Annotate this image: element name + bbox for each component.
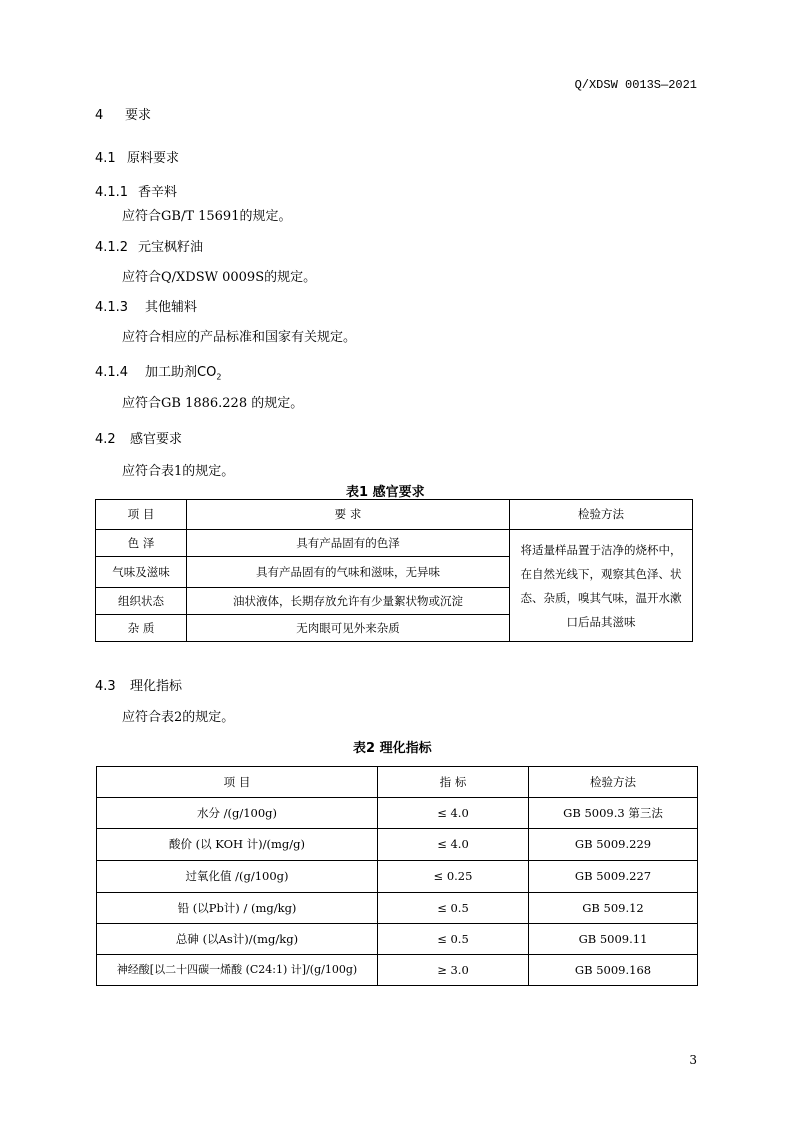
physicochemical-indicators-table <box>96 766 698 986</box>
section-number: 4.2 <box>95 432 116 447</box>
table-header-cell: 指 标 <box>378 767 529 798</box>
section-text-4-1-3: 应符合相应的产品标准和国家有关规定。 <box>122 330 357 345</box>
table-row <box>97 924 698 955</box>
section-number: 4.1.4 <box>95 365 129 380</box>
table-cell-item: 过氧化值 /(g/100g) <box>97 861 378 893</box>
standard-code: Q/XDSW 0013S—2021 <box>574 78 697 92</box>
table-header-cell: 要 求 <box>187 500 510 530</box>
table-cell-value: ≤ 0.25 <box>378 861 529 893</box>
method-line: 口后品其滋味 <box>566 614 636 629</box>
section-heading-4-1-2 <box>95 236 203 255</box>
section-number: 4.1.1 <box>95 185 129 200</box>
section-title: 原料要求 <box>127 151 180 166</box>
section-number: 4.1 <box>95 151 116 166</box>
method-line: 将适量样品置于洁净的烧杯中， <box>520 542 682 557</box>
table-cell-item: 杂 质 <box>96 615 187 642</box>
section-text-4-3: 应符合表2的规定。 <box>122 710 235 725</box>
section-title: 元宝枫籽油 <box>138 240 204 255</box>
table-cell-item: 总砷 (以As计)/(mg/kg) <box>97 924 378 955</box>
table-cell-method: GB 5009.168 <box>529 955 698 986</box>
section-number: 4.3 <box>95 679 116 694</box>
section-title: 香辛料 <box>138 185 178 200</box>
section-number: 4 <box>95 108 104 123</box>
table-cell-item: 色 泽 <box>96 530 187 557</box>
table-cell-value: ≤ 0.5 <box>378 924 529 955</box>
table-header-cell: 项 目 <box>96 500 187 530</box>
table-header-cell: 检验方法 <box>510 500 693 530</box>
table-cell-method: GB 5009.229 <box>529 829 698 861</box>
table-row <box>97 893 698 924</box>
table-cell-item: 水分 /(g/100g) <box>97 798 378 829</box>
section-heading-4-3 <box>95 675 182 694</box>
section-text-4-1-2: 应符合Q/XDSW 0009S的规定。 <box>122 270 317 285</box>
sensory-requirements-table <box>95 499 693 642</box>
section-heading-4-2 <box>95 428 182 447</box>
section-text-4-2: 应符合表1的规定。 <box>122 464 235 479</box>
section-title: 加工助剂CO <box>145 365 217 380</box>
table-header-row <box>97 767 698 798</box>
section-heading-4-1-4 <box>95 361 221 382</box>
table-cell-requirement: 无肉眼可见外来杂质 <box>187 615 510 642</box>
table-cell-method: GB 509.12 <box>529 893 698 924</box>
table-header-cell: 项 目 <box>97 767 378 798</box>
section-heading-4-1 <box>95 147 179 166</box>
table-cell-item: 酸价 (以 KOH 计)/(mg/g) <box>97 829 378 861</box>
page-number: 3 <box>689 1053 697 1067</box>
table-cell-method <box>510 530 693 642</box>
section-title: 其他辅料 <box>145 300 198 315</box>
section-title: 感官要求 <box>130 432 183 447</box>
table-row <box>97 861 698 893</box>
method-line: 在自然光线下，观察其色泽、状 <box>520 566 682 581</box>
table-cell-item: 组织状态 <box>96 588 187 615</box>
table-cell-method: GB 5009.3 第三法 <box>529 798 698 829</box>
table-cell-item: 气味及滋味 <box>96 557 187 588</box>
table-cell-value: ≤ 4.0 <box>378 798 529 829</box>
section-text-4-1-1: 应符合GB/T 15691的规定。 <box>122 209 292 224</box>
table1-caption: 表1 感官要求 <box>346 485 425 500</box>
table-cell-item: 铅 (以Pb计) / (mg/kg) <box>97 893 378 924</box>
table2-caption: 表2 理化指标 <box>353 741 432 756</box>
section-number: 4.1.3 <box>95 300 129 315</box>
table-cell-method: GB 5009.227 <box>529 861 698 893</box>
table-cell-value: ≤ 0.5 <box>378 893 529 924</box>
section-title-subscript: 2 <box>216 372 222 382</box>
section-title: 要求 <box>125 108 152 123</box>
table-row <box>97 829 698 861</box>
table-cell-value: ≤ 4.0 <box>378 829 529 861</box>
table-cell-requirement: 具有产品固有的气味和滋味，无异味 <box>187 557 510 588</box>
table-cell-method: GB 5009.11 <box>529 924 698 955</box>
section-heading-4 <box>95 104 151 123</box>
table-row <box>97 798 698 829</box>
section-heading-4-1-3 <box>95 296 197 315</box>
table-header-cell: 检验方法 <box>529 767 698 798</box>
section-number: 4.1.2 <box>95 240 129 255</box>
section-heading-4-1-1 <box>95 181 177 200</box>
table-header-row <box>96 500 693 530</box>
section-title: 理化指标 <box>130 679 183 694</box>
table-row <box>96 530 693 557</box>
table-cell-value: ≥ 3.0 <box>378 955 529 986</box>
section-text-4-1-4: 应符合GB 1886.228 的规定。 <box>122 396 304 411</box>
table-row <box>97 955 698 986</box>
table-cell-requirement: 具有产品固有的色泽 <box>187 530 510 557</box>
table-cell-requirement: 油状液体，长期存放允许有少量絮状物或沉淀 <box>187 588 510 615</box>
table-cell-item: 神经酸[以二十四碳一烯酸 (C24:1) 计]/(g/100g) <box>97 955 378 986</box>
method-line: 态、杂质，嗅其气味，温开水漱 <box>520 590 682 605</box>
